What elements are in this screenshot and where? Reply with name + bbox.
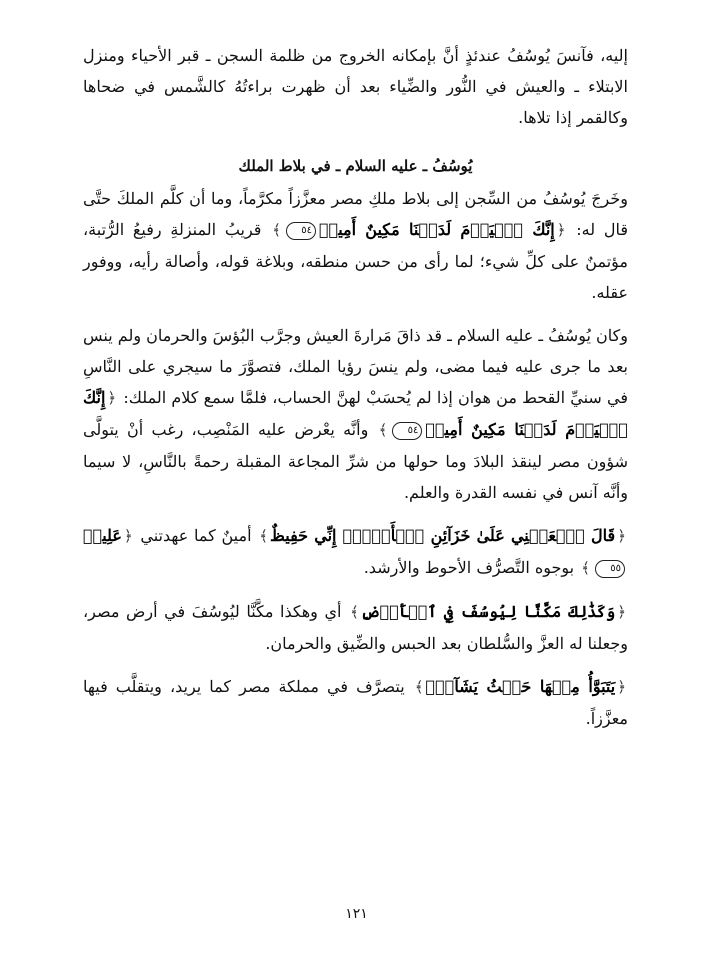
quran-verse: وَكَذَٰلِكَ مَكَّنَّا لِيُوسُفَ فِي ٱلۡأَرۡضِ	[360, 602, 616, 621]
ornament-close-bracket: ﴾	[272, 221, 282, 239]
paragraph-4-text-a: أمينٌ كما عهدتني	[140, 526, 252, 545]
quran-verse: قَالَ ٱجۡعَلۡنِي عَلَىٰ خَزَآئِنِ ٱلۡأَرۡضِۖ إِنِّي حَفِيظٌ	[270, 526, 616, 545]
page-body	[83, 40, 628, 746]
paragraph-3-text-a: وكان يُوسُفُ ـ عليه السلام ـ قد ذاقَ مَرارةَ العيش وجرَّب البُؤسَ والحرمان ولم ينس بعد ما جرى عليه فيما مضى، ولم ينسَ رؤيا الملك، فتصوَّرَ ما سيجري على النَّاسِ في سنيِّ القحط من هوان إذا لم يُحسَبْ لهنَّ الحساب، فلمَّا سمع كلام الملك:	[83, 326, 629, 407]
paragraph-1-text: إليه، فآنسَ يُوسُفُ عندئذٍ أنَّ بإمكانه الخروج من ظلمة السجن ـ قبر الأحياء ومنزل الابتلاء ـ والعيش في النُّور والضِّياء بعد أن ظهرت براءتُهُ كالشَّمس في ضحاها وكالقمر إذا تلاها.	[83, 46, 629, 127]
paragraph-2	[83, 183, 628, 308]
verse-number-badge: ٥٥	[595, 560, 625, 578]
paragraph-2-text-b: قريبُ المنزلةِ رفيعُ الرُّتبة، مؤتمنٌ على كلِّ شيء؛ لما رأى من حسن منطقه، وبلاغة قوله، وأصالة رأيه، ووفور عقله.	[83, 220, 628, 302]
quran-verse: إِنَّكَ ٱلۡيَوۡمَ لَدَيۡنَا مَكِينٌ أَمِينٞ	[83, 388, 628, 439]
paragraph-1	[83, 40, 628, 133]
quran-verse: يَتَبَوَّأُ مِنۡهَا حَيۡثُ يَشَآءُۚ	[425, 677, 616, 696]
section-heading: يُوسُفُ ـ عليه السلام ـ في بلاط الملك	[238, 157, 473, 175]
ornament-close-bracket: ﴾	[259, 527, 269, 545]
paragraph-5	[83, 596, 628, 659]
paragraph-5-text: أي وهكذا مكَّنَّا ليُوسُفَ في أرض مصر، وجعلنا له العزَّ والسُّلطان بعد الحبس والضِّيق والحرمان.	[83, 602, 628, 653]
ornament-open-bracket: ﴿	[107, 389, 117, 407]
ornament-open-bracket: ﴿	[617, 603, 627, 621]
ornament-open-bracket: ﴿	[123, 527, 133, 545]
ornament-close-bracket: ﴾	[378, 421, 388, 439]
paragraph-6	[83, 671, 628, 734]
paragraph-4	[83, 520, 628, 584]
page-number: ١٢١	[345, 906, 368, 922]
paragraph-4-text-b: بوجوه التَّصرُّف الأحوط والأرشد.	[363, 558, 575, 577]
ornament-open-bracket: ﴿	[556, 221, 566, 239]
verse-number-badge: ٥٤	[392, 422, 422, 440]
quran-verse: عَلِيمٞ	[83, 526, 122, 545]
ornament-open-bracket: ﴿	[617, 527, 626, 545]
ornament-close-bracket: ﴾	[350, 603, 359, 621]
ornament-close-bracket: ﴾	[581, 559, 590, 577]
quran-verse: إِنَّكَ ٱلۡيَوۡمَ لَدَيۡنَا مَكِينٌ أَمِينٞ	[319, 220, 555, 239]
verse-number-badge: ٥٤	[286, 222, 316, 240]
paragraph-2-text-a: وخَرجَ يُوسُفُ من السِّجن إلى بلاط ملكِ مصر معزَّزاً مكرَّماً، وما أن كلَّم الملكَ حتَّى قال له:	[83, 189, 629, 239]
paragraph-3-text-b: وأنَّه يعْرض عليه المَنْصِب، رغب أنْ يتولَّى شؤون مصر لينقذ البلادَ وما حولها من شرِّ المجاعة المقبلة رحمةً بالنَّاسِ، لا سيما وأنَّه آنس في نفسه القدرة والعلم.	[83, 420, 628, 502]
ornament-close-bracket: ﴾	[414, 678, 424, 696]
paragraph-6-text: يتصرَّف في مملكة مصر كما يريد، ويتقلَّب فيها معزَّزاً.	[83, 677, 628, 728]
paragraph-3	[83, 320, 628, 508]
ornament-open-bracket: ﴿	[617, 678, 626, 696]
